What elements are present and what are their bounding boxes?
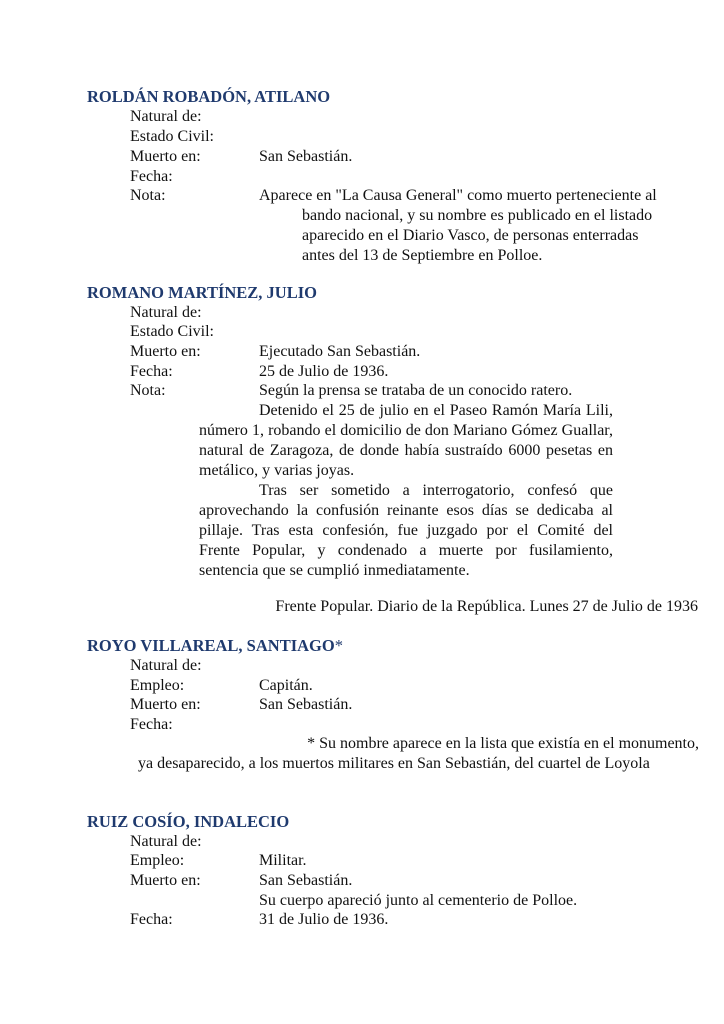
- entry-name: ROMANO MARTÍNEZ, JULIO: [87, 283, 317, 302]
- field-label: Estado Civil:: [130, 323, 214, 340]
- field-value: 25 de Julio de 1936.: [259, 363, 389, 380]
- entry-name-text: ROYO VILLAREAL, SANTIAGO: [87, 636, 335, 655]
- field-value: Ejecutado San Sebastián.: [259, 343, 421, 360]
- field-value: Militar.: [259, 852, 307, 869]
- field-label: Fecha:: [130, 716, 173, 733]
- field-value: 31 de Julio de 1936.: [259, 911, 389, 928]
- entry-name: ROLDÁN ROBADÓN, ATILANO: [87, 87, 331, 106]
- note-line: Aparece en "La Causa General" como muerto perteneciente al: [259, 187, 657, 204]
- field-label: Fecha:: [130, 363, 173, 380]
- entry-name: RUIZ COSÍO, INDALECIO: [87, 812, 290, 831]
- note-paragraphs: [199, 401, 613, 581]
- footnote-line: * Su nombre aparece en la lista que existía en el monumento,: [307, 735, 699, 752]
- note-paragraph: Tras ser sometido a interrogatorio, confesó que aprovechando la confusión reinante esos días se dedicaba al pillaje. Tras esta confesión, fue juzgado por el Comité del Frente Popular, y condenado a muerte por fusilamiento, sentencia que se cumplió inmediatamente.: [199, 482, 613, 579]
- field-label: Muerto en:: [130, 696, 201, 713]
- field-label: Natural de:: [130, 833, 202, 850]
- field-value-extra: Su cuerpo apareció junto al cementerio de Polloe.: [259, 892, 578, 909]
- field-label: Estado Civil:: [130, 128, 214, 145]
- entry-name: [87, 636, 343, 656]
- note-line: antes del 13 de Septiembre en Polloe.: [302, 247, 543, 264]
- note-text: [259, 186, 689, 266]
- field-value: Capitán.: [259, 677, 313, 694]
- field-label: Fecha:: [130, 168, 173, 185]
- field-label: Muerto en:: [130, 343, 201, 360]
- source-citation: Frente Popular. Diario de la República. Lunes 27 de Julio de 1936: [275, 598, 698, 615]
- note-line: bando nacional, y su nombre es publicado en el listado: [302, 207, 653, 224]
- field-label: Muerto en:: [130, 148, 201, 165]
- note-paragraph: Detenido el 25 de julio en el Paseo Ramón María Lili, número 1, robando el domicilio de don Mariano Gómez Guallar, natural de Zaragoza, de donde había sustraído 6000 pesetas en metálico, y varias joyas.: [199, 402, 613, 479]
- field-label: Empleo:: [130, 852, 185, 869]
- field-value: San Sebastián.: [259, 696, 353, 713]
- field-label: Fecha:: [130, 911, 173, 928]
- field-value: San Sebastián.: [259, 148, 353, 165]
- field-label: Muerto en:: [130, 872, 201, 889]
- footnote-mark: *: [334, 636, 343, 655]
- note-line: aparecido en el Diario Vasco, de personas enterradas: [302, 227, 639, 244]
- field-label: Natural de:: [130, 304, 202, 321]
- footnote: [138, 734, 699, 774]
- field-label: Natural de:: [130, 657, 202, 674]
- field-label: Empleo:: [130, 677, 185, 694]
- field-label: Natural de:: [130, 108, 202, 125]
- field-value: San Sebastián.: [259, 872, 353, 889]
- footnote-line: ya desaparecido, a los muertos militares en San Sebastián, del cuartel de Loyola: [138, 755, 650, 772]
- field-label: Nota:: [130, 187, 166, 204]
- field-label: Nota:: [130, 382, 166, 399]
- field-value: Según la prensa se trataba de un conocido ratero.: [259, 382, 573, 399]
